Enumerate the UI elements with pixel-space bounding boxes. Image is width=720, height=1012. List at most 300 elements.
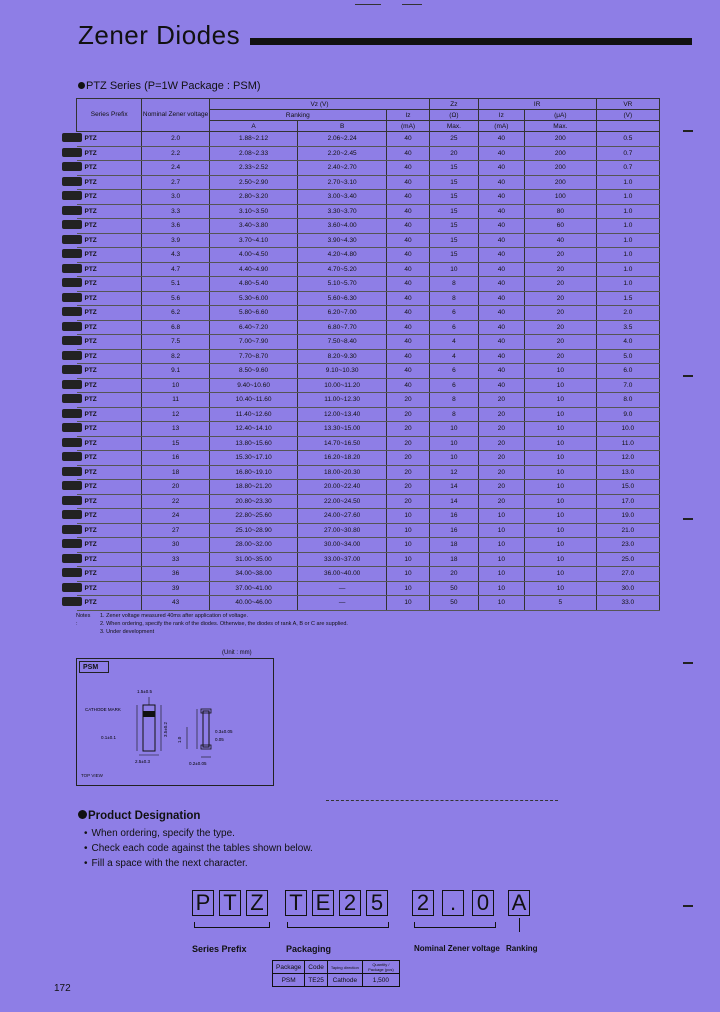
- table-cell: 11.40~12.60: [209, 407, 298, 422]
- table-cell: 10: [525, 523, 597, 538]
- table-cell: 40: [478, 248, 524, 263]
- table-cell: 1.0: [596, 190, 659, 205]
- product-designation-title: Product Designation: [88, 810, 201, 822]
- table-cell: 10: [478, 538, 524, 553]
- table-row: [77, 552, 660, 567]
- table-cell: 10.40~11.60: [209, 393, 298, 408]
- table-row: [77, 509, 660, 524]
- table-cell: 40: [386, 219, 429, 234]
- pd-bullet: • Check each code against the tables shown below.: [84, 843, 313, 854]
- table-cell: 40: [478, 262, 524, 277]
- table-cell: 4.80~5.40: [209, 277, 298, 292]
- table-row: [77, 320, 660, 335]
- table-cell: 40: [386, 262, 429, 277]
- table-cell: 2.40~2.70: [298, 161, 387, 176]
- table-cell: 33.0: [596, 596, 659, 611]
- table-cell: 20: [525, 262, 597, 277]
- product-designation-heading: [78, 810, 200, 822]
- table-cell: 10: [478, 552, 524, 567]
- table-cell: 40: [386, 378, 429, 393]
- table-cell: 80: [525, 204, 597, 219]
- table-cell: PTZ: [77, 407, 142, 422]
- table-cell: 40: [525, 233, 597, 248]
- table-cell: 10: [525, 480, 597, 495]
- label-nominal-voltage: Nominal Zener voltage: [414, 944, 500, 953]
- table-cell: 9.0: [596, 407, 659, 422]
- table-cell: 3.70~4.10: [209, 233, 298, 248]
- table-cell: PTZ: [77, 581, 142, 596]
- table-row: [77, 465, 660, 480]
- table-cell: 18.00~20.30: [298, 465, 387, 480]
- table-row: [77, 393, 660, 408]
- table-cell: 10: [525, 552, 597, 567]
- table-cell: 2.80~3.20: [209, 190, 298, 205]
- table-cell: 10: [142, 378, 209, 393]
- table-cell: 2.0: [142, 132, 209, 147]
- table-row: [77, 407, 660, 422]
- col-nominal-voltage: Nominal Zener voltage: [142, 99, 209, 132]
- table-cell: 20: [386, 480, 429, 495]
- table-cell: 2.0: [596, 306, 659, 321]
- table-cell: PTZ: [77, 161, 142, 176]
- table-cell: 20: [386, 451, 429, 466]
- table-cell: 1.0: [596, 175, 659, 190]
- table-row: [77, 494, 660, 509]
- table-cell: 14.70~16.50: [298, 436, 387, 451]
- table-cell: 40: [478, 335, 524, 350]
- row-marker-icon: [62, 394, 82, 403]
- table-row: [77, 175, 660, 190]
- notes-label: Notes :: [76, 613, 91, 627]
- table-row: [77, 146, 660, 161]
- table-cell: 10: [525, 364, 597, 379]
- table-row: [77, 436, 660, 451]
- table-cell: 11: [142, 393, 209, 408]
- table-cell: 4.70~5.20: [298, 262, 387, 277]
- table-cell: 27.00~30.80: [298, 523, 387, 538]
- row-marker-icon: [62, 351, 82, 360]
- table-cell: 6.20~7.00: [298, 306, 387, 321]
- table-cell: 15: [430, 248, 478, 263]
- table-cell: 3.00~3.40: [298, 190, 387, 205]
- table-cell: 10: [386, 509, 429, 524]
- table-cell: PTZ: [77, 451, 142, 466]
- table-cell: 20: [525, 248, 597, 263]
- cathode-band: [143, 711, 155, 717]
- table-cell: 4.3: [142, 248, 209, 263]
- table-cell: 33: [142, 552, 209, 567]
- table-cell: 40: [478, 306, 524, 321]
- table-cell: 5.0: [596, 349, 659, 364]
- table-cell: 13.30~15.00: [298, 422, 387, 437]
- dim-text: 0.05: [215, 737, 224, 742]
- col-vr-spacer: [596, 121, 659, 132]
- table-cell: PTZ: [77, 480, 142, 495]
- row-marker-icon: [62, 380, 82, 389]
- table-cell: 20: [525, 349, 597, 364]
- table-cell: PTZ: [77, 364, 142, 379]
- margin-tick: [683, 662, 693, 664]
- dim-text: 0.3±0.05: [215, 729, 233, 734]
- row-marker-icon: [62, 206, 82, 215]
- table-cell: 23.0: [596, 538, 659, 553]
- table-cell: 40: [478, 378, 524, 393]
- table-cell: 10: [525, 378, 597, 393]
- table-cell: 40: [386, 335, 429, 350]
- table-row: [77, 538, 660, 553]
- table-cell: 20: [478, 494, 524, 509]
- row-marker-icon: [62, 235, 82, 244]
- table-cell: 36.00~40.00: [298, 567, 387, 582]
- table-cell: PTZ: [77, 132, 142, 147]
- table-row: [77, 364, 660, 379]
- table-cell: 0.5: [596, 132, 659, 147]
- table-cell: 40: [478, 161, 524, 176]
- table-cell: 18: [430, 538, 478, 553]
- table-cell: 40.00~46.00: [209, 596, 298, 611]
- bullet-icon: [78, 82, 85, 89]
- table-cell: 40: [386, 320, 429, 335]
- table-cell: 13.80~15.60: [209, 436, 298, 451]
- table-row: [77, 480, 660, 495]
- table-cell: 9.1: [142, 364, 209, 379]
- table-cell: 16.20~18.20: [298, 451, 387, 466]
- series-heading-text: PTZ Series (P=1W Package : PSM): [86, 80, 261, 92]
- table-row: [77, 132, 660, 147]
- table-cell: 200: [525, 175, 597, 190]
- table-cell: 13: [142, 422, 209, 437]
- designation-char: P: [192, 890, 214, 916]
- designation-char: A: [508, 890, 530, 916]
- table-cell: 15: [430, 175, 478, 190]
- table-row: [77, 378, 660, 393]
- table-cell: 3.5: [596, 320, 659, 335]
- table-cell: 3.60~4.00: [298, 219, 387, 234]
- table-cell: 6.2: [142, 306, 209, 321]
- table-cell: 22.80~25.60: [209, 509, 298, 524]
- table-cell: 9.10~10.30: [298, 364, 387, 379]
- table-cell: 20: [525, 335, 597, 350]
- table-cell: 6.8: [142, 320, 209, 335]
- row-marker-icon: [62, 278, 82, 287]
- table-cell: 18: [142, 465, 209, 480]
- table-cell: 40: [386, 175, 429, 190]
- row-marker-icon: [62, 293, 82, 302]
- table-cell: 1.0: [596, 233, 659, 248]
- table-cell: 4.20~4.80: [298, 248, 387, 263]
- table-cell: 2.4: [142, 161, 209, 176]
- dim-text: 1.0: [177, 736, 182, 743]
- bracket-voltage: [414, 922, 496, 928]
- table-cell: 0.7: [596, 161, 659, 176]
- bracket-series: [194, 922, 270, 928]
- table-cell: 10: [525, 407, 597, 422]
- row-marker-icon: [62, 597, 82, 606]
- col-ranking: Ranking: [209, 110, 386, 121]
- designation-char: E: [312, 890, 334, 916]
- table-cell: 12: [430, 465, 478, 480]
- col-zz-max: Max.: [430, 121, 478, 132]
- package-label: PSM: [79, 661, 109, 673]
- table-cell: 40: [386, 161, 429, 176]
- table-cell: 15.0: [596, 480, 659, 495]
- page-title: Zener Diodes: [78, 20, 241, 50]
- table-cell: 10: [386, 538, 429, 553]
- table-cell: 8.2: [142, 349, 209, 364]
- table-cell: 20: [430, 567, 478, 582]
- row-marker-icon: [62, 438, 82, 447]
- table-cell: PTZ: [77, 262, 142, 277]
- table-cell: PTZ: [77, 567, 142, 582]
- table-cell: 20: [386, 465, 429, 480]
- table-cell: 40: [386, 349, 429, 364]
- table-cell: PTZ: [77, 596, 142, 611]
- table-cell: 10: [478, 581, 524, 596]
- table-cell: 2.08~2.33: [209, 146, 298, 161]
- table-cell: 4.7: [142, 262, 209, 277]
- row-marker-icon: [62, 583, 82, 592]
- table-cell: 30.0: [596, 581, 659, 596]
- table-cell: 6: [430, 320, 478, 335]
- table-cell: 40: [478, 175, 524, 190]
- table-cell: 15: [430, 233, 478, 248]
- table-cell: 15: [430, 204, 478, 219]
- table-cell: 24: [142, 509, 209, 524]
- table-cell: 5.30~6.00: [209, 291, 298, 306]
- col-ir-max: Max.: [525, 121, 597, 132]
- table-cell: 20: [478, 393, 524, 408]
- table-cell: 8: [430, 277, 478, 292]
- table-cell: 2.06~2.24: [298, 132, 387, 147]
- row-marker-icon: [62, 539, 82, 548]
- table-cell: 20: [478, 436, 524, 451]
- dim-text: 1.5±0.5: [137, 689, 152, 694]
- col-rank-b: B: [298, 121, 387, 132]
- table-cell: 3.40~3.80: [209, 219, 298, 234]
- table-cell: 18: [430, 552, 478, 567]
- table-cell: 1.5: [596, 291, 659, 306]
- table-row: [77, 349, 660, 364]
- table-cell: 20: [525, 306, 597, 321]
- table-cell: 40: [386, 233, 429, 248]
- table-cell: —: [298, 581, 387, 596]
- designation-char: 0: [472, 890, 494, 916]
- table-cell: 1.88~2.12: [209, 132, 298, 147]
- row-marker-icon: [62, 264, 82, 273]
- row-marker-icon: [62, 249, 82, 258]
- table-cell: 12.40~14.10: [209, 422, 298, 437]
- table-cell: 8: [430, 291, 478, 306]
- table-cell: PTZ: [77, 291, 142, 306]
- table-cell: 1.0: [596, 248, 659, 263]
- table-row: [77, 262, 660, 277]
- table-cell: 200: [525, 161, 597, 176]
- table-cell: PTZ: [77, 190, 142, 205]
- unit-label: (Unit : mm): [222, 650, 252, 656]
- table-cell: 13.0: [596, 465, 659, 480]
- row-marker-icon: [62, 177, 82, 186]
- table-cell: 3.0: [142, 190, 209, 205]
- table-row: [77, 567, 660, 582]
- dim-text: CATHODE MARK: [85, 707, 121, 712]
- table-cell: 4.0: [596, 335, 659, 350]
- table-cell: 10: [478, 509, 524, 524]
- table-cell: 40: [386, 132, 429, 147]
- row-marker-icon: [62, 467, 82, 476]
- table-cell: 10: [430, 436, 478, 451]
- note-line: 3. Under development: [100, 629, 155, 635]
- table-cell: 17.0: [596, 494, 659, 509]
- col-rank-a: A: [209, 121, 298, 132]
- table-cell: PTZ: [77, 523, 142, 538]
- table-cell: 10: [525, 393, 597, 408]
- margin-tick: [683, 518, 693, 520]
- table-cell: 15: [142, 436, 209, 451]
- row-marker-icon: [62, 148, 82, 157]
- table-row: [77, 204, 660, 219]
- table-cell: 10: [525, 581, 597, 596]
- table-cell: 20: [386, 422, 429, 437]
- col-iz-unit: (mA): [386, 121, 429, 132]
- table-cell: 40: [478, 146, 524, 161]
- table-cell: 8.0: [596, 393, 659, 408]
- table-cell: 20: [525, 291, 597, 306]
- table-cell: 1.0: [596, 277, 659, 292]
- row-marker-icon: [62, 481, 82, 490]
- row-marker-icon: [62, 409, 82, 418]
- table-cell: 43: [142, 596, 209, 611]
- table-cell: 37.00~41.00: [209, 581, 298, 596]
- table-cell: 7.50~8.40: [298, 335, 387, 350]
- note-line: 1. Zener voltage measured 40ms after application of voltage.: [100, 613, 248, 619]
- table-cell: PTZ: [77, 393, 142, 408]
- col-iz: Iz: [386, 110, 429, 121]
- table-cell: 8.50~9.60: [209, 364, 298, 379]
- table-cell: PTZ: [77, 233, 142, 248]
- table-row: [77, 596, 660, 611]
- designation-char: T: [219, 890, 241, 916]
- table-cell: 8: [430, 407, 478, 422]
- table-cell: 7.0: [596, 378, 659, 393]
- table-cell: 7.5: [142, 335, 209, 350]
- table-cell: 1.0: [596, 262, 659, 277]
- table-row: [77, 219, 660, 234]
- dim-text: 3.5±0.2: [163, 722, 168, 737]
- table-cell: 40: [386, 291, 429, 306]
- table-row: [77, 248, 660, 263]
- title-rule: [250, 38, 692, 45]
- col-vz: Vz (V): [209, 99, 429, 110]
- designation-char: 2: [339, 890, 361, 916]
- table-cell: 7.70~8.70: [209, 349, 298, 364]
- table-cell: 20: [525, 277, 597, 292]
- table-cell: 31.00~35.00: [209, 552, 298, 567]
- table-cell: 22: [142, 494, 209, 509]
- table-cell: PTZ: [77, 422, 142, 437]
- designation-char: 5: [366, 890, 388, 916]
- dotted-rule: [326, 800, 558, 801]
- table-cell: 36: [142, 567, 209, 582]
- table-cell: 40: [478, 277, 524, 292]
- col-ir: IR: [478, 99, 596, 110]
- table-cell: 4.00~4.50: [209, 248, 298, 263]
- col-zz: Zz: [430, 99, 478, 110]
- table-cell: 40: [478, 349, 524, 364]
- table-row: [77, 523, 660, 538]
- package-drawing: [76, 658, 274, 786]
- row-marker-icon: [62, 133, 82, 142]
- table-cell: 20.80~23.30: [209, 494, 298, 509]
- table-cell: 20: [430, 146, 478, 161]
- table-cell: 5.6: [142, 291, 209, 306]
- table-cell: PTZ: [77, 219, 142, 234]
- designation-char: T: [285, 890, 307, 916]
- table-cell: PTZ: [77, 538, 142, 553]
- table-cell: 15: [430, 219, 478, 234]
- table-cell: PTZ: [77, 509, 142, 524]
- table-cell: 18.80~21.20: [209, 480, 298, 495]
- table-cell: 40: [478, 320, 524, 335]
- table-cell: 40: [478, 233, 524, 248]
- packaging-table: [272, 960, 400, 987]
- bracket-ranking: [519, 918, 520, 932]
- table-cell: 6.0: [596, 364, 659, 379]
- table-cell: PTZ: [77, 277, 142, 292]
- table-cell: 2.7: [142, 175, 209, 190]
- row-marker-icon: [62, 191, 82, 200]
- table-cell: 39: [142, 581, 209, 596]
- table-cell: 15: [430, 190, 478, 205]
- table-cell: 11.00~12.30: [298, 393, 387, 408]
- table-cell: 11.0: [596, 436, 659, 451]
- table-cell: PTZ: [77, 320, 142, 335]
- table-cell: PTZ: [77, 436, 142, 451]
- table-cell: 10: [386, 567, 429, 582]
- table-cell: 21.0: [596, 523, 659, 538]
- table-row: [77, 422, 660, 437]
- table-cell: 10: [525, 465, 597, 480]
- table-cell: 25.10~28.90: [209, 523, 298, 538]
- table-cell: 5.1: [142, 277, 209, 292]
- designation-char: 2: [412, 890, 434, 916]
- table-cell: 2.50~2.90: [209, 175, 298, 190]
- table-cell: 0.7: [596, 146, 659, 161]
- table-cell: 50: [430, 596, 478, 611]
- pkg-col: Code: [305, 961, 328, 974]
- table-cell: PTZ: [77, 378, 142, 393]
- table-cell: PTZ: [77, 465, 142, 480]
- top-mark: [402, 4, 422, 5]
- table-cell: 10: [478, 567, 524, 582]
- table-cell: 10: [525, 451, 597, 466]
- table-cell: 10: [478, 596, 524, 611]
- table-cell: 20: [525, 320, 597, 335]
- table-cell: 15: [430, 161, 478, 176]
- table-cell: 33.00~37.00: [298, 552, 387, 567]
- table-cell: 40: [386, 364, 429, 379]
- table-cell: 10.0: [596, 422, 659, 437]
- table-cell: 12.00~13.40: [298, 407, 387, 422]
- col-ir-iz-unit: (mA): [478, 121, 524, 132]
- table-cell: 200: [525, 146, 597, 161]
- table-cell: 20: [386, 436, 429, 451]
- spec-table: [76, 98, 660, 611]
- table-cell: 40: [386, 277, 429, 292]
- table-cell: 3.9: [142, 233, 209, 248]
- table-cell: 40: [386, 190, 429, 205]
- diode-side: [203, 711, 209, 747]
- label-packaging: Packaging: [286, 944, 332, 954]
